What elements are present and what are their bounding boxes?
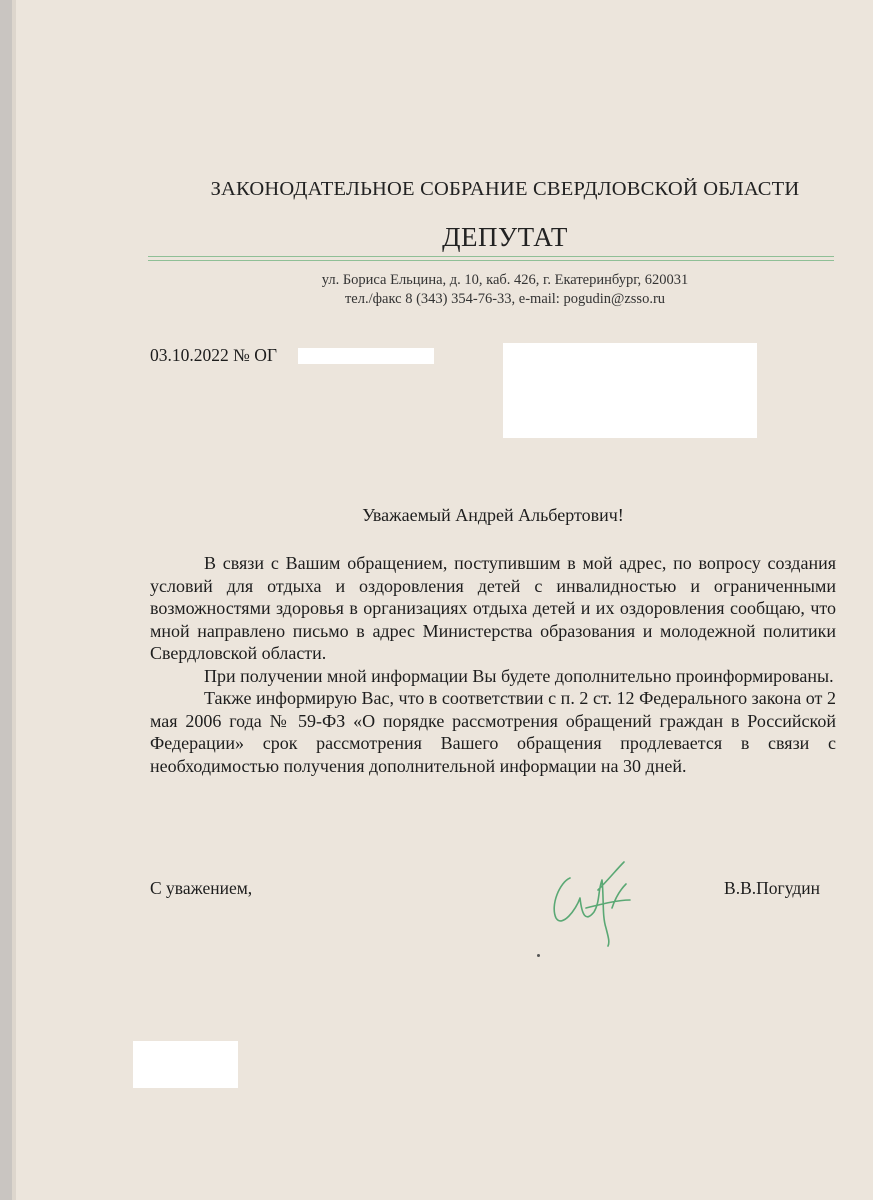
letterhead-organization: ЗАКОНОДАТЕЛЬНОЕ СОБРАНИЕ СВЕРДЛОВСКОЙ ОБЛАСТИ xyxy=(210,178,800,200)
letterhead-divider-top xyxy=(148,256,834,257)
letter-paragraph: При получении мной информации Вы будете дополнительно проинформированы. xyxy=(204,665,834,686)
redaction-footer xyxy=(133,1041,238,1088)
letter-paragraph: Также информирую Вас, что в соответствии с п. 2 ст. 12 Федерального закона от 2 мая 2006 года № 59-ФЗ «О порядке рассмотрения обращений граждан в Российской Федерации» срок рассмотрения Вашего обращения продлевается в связи с необходимостью получения дополнительной информации на 30 дней. xyxy=(150,688,836,776)
letterhead-title: ДЕПУТАТ xyxy=(442,222,568,252)
ink-speck xyxy=(537,954,540,957)
letter-paragraph: В связи с Вашим обращением, поступившим в мой адрес, по вопросу создания условий для отдыха и оздоровления детей с инвалидностью и ограниченными возможностями здоровья в организациях отдыха детей и их оздоровления сообщаю, что мной направлено письмо в адрес Министерства образования и молодежной политики Свердловской области. xyxy=(150,553,836,663)
redaction-number xyxy=(298,348,434,364)
letterhead-contact: тел./факс 8 (343) 354-76-33, e-mail: pogudin@zsso.ru xyxy=(344,291,666,307)
letter-body xyxy=(150,552,836,777)
letter-closing: С уважением, xyxy=(150,878,253,898)
letter-page xyxy=(12,0,873,1200)
handwritten-signature xyxy=(542,850,652,955)
signer-name: В.В.Погудин xyxy=(724,878,820,898)
letter-greeting: Уважаемый Андрей Альбертович! xyxy=(362,505,624,525)
letterhead-divider-bottom xyxy=(148,260,834,261)
letterhead-address: ул. Бориса Ельцина, д. 10, каб. 426, г. Екатеринбург, 620031 xyxy=(321,272,689,288)
registration-date-number: 03.10.2022 № ОГ xyxy=(150,345,277,365)
redaction-recipient-address xyxy=(503,343,757,438)
